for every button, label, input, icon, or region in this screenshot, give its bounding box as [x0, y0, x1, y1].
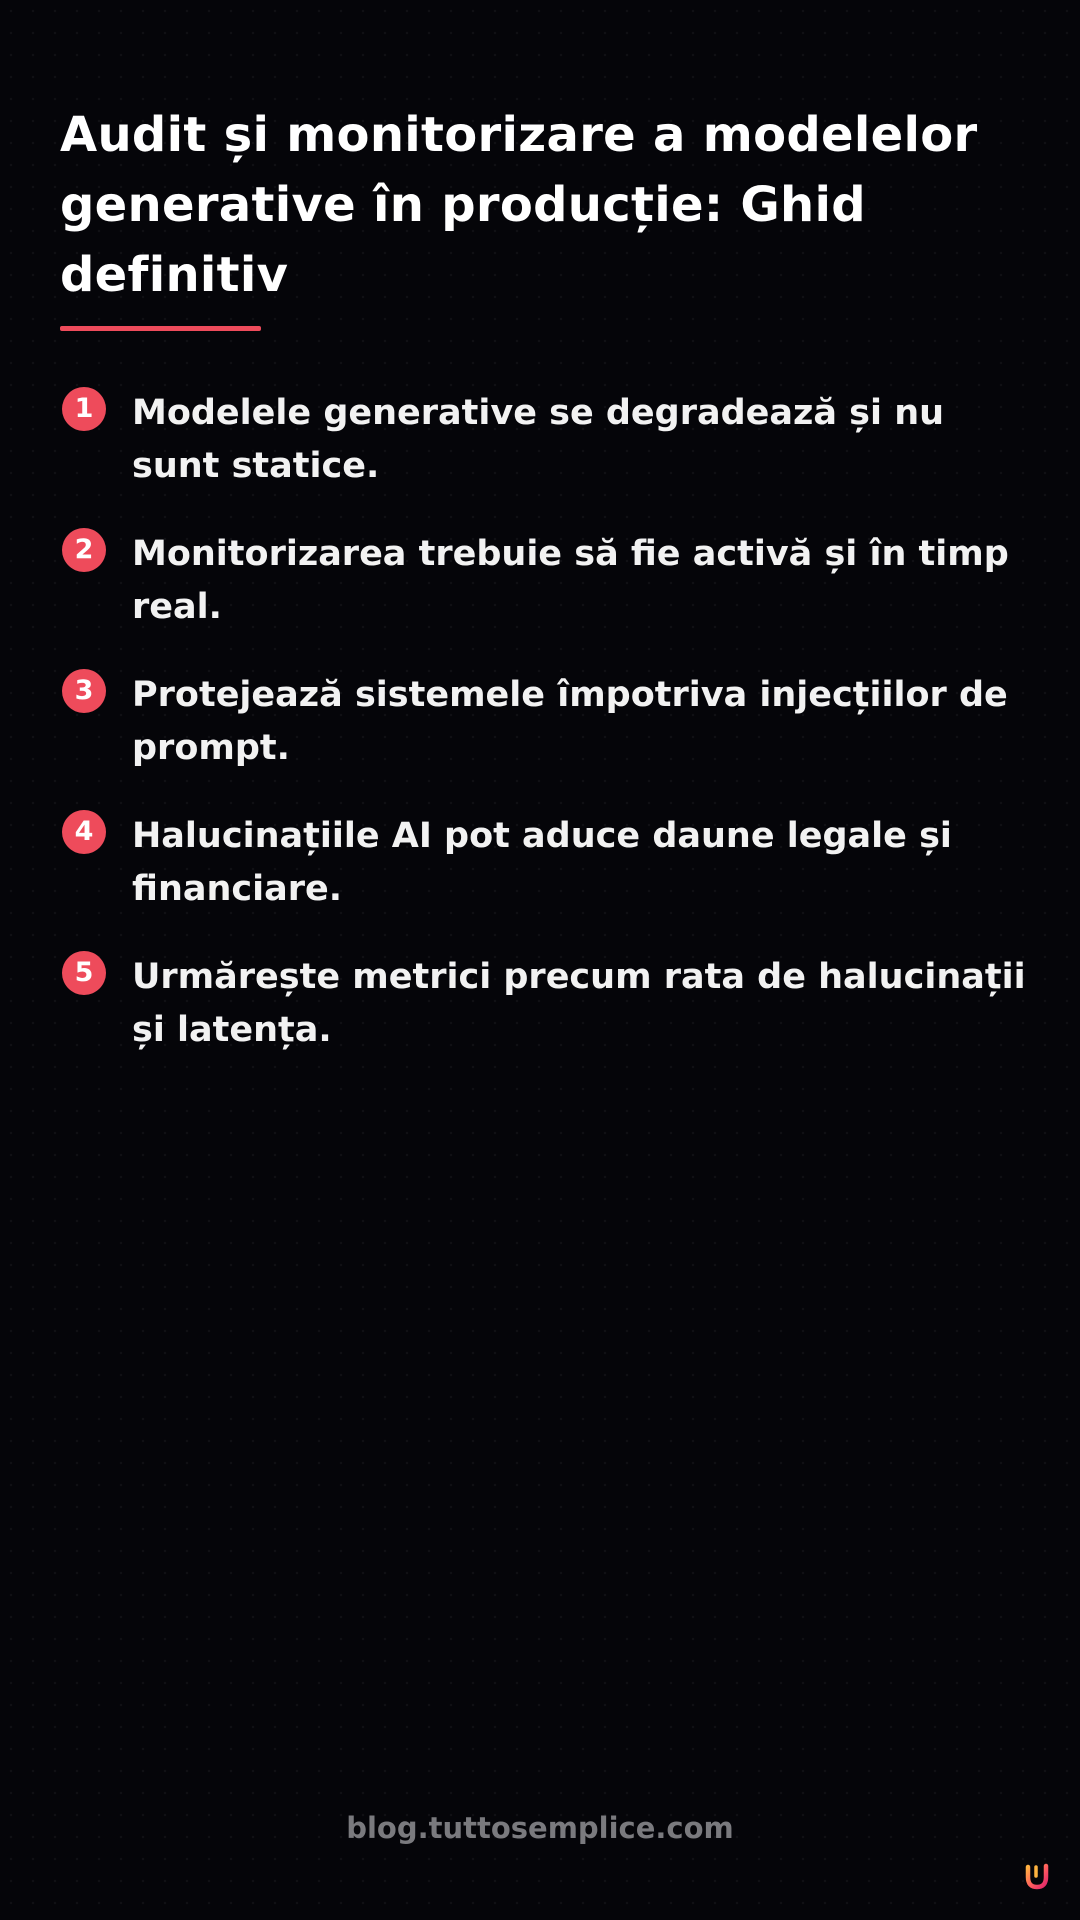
key-points-list [60, 385, 1026, 1090]
footer-url: blog.tuttosemplice.com [346, 1811, 734, 1845]
list-item-text: Modelele generative se degradează și nu sunt statice. [132, 393, 945, 486]
list-item [60, 385, 1020, 526]
title-underline [60, 326, 261, 331]
list-item-text: Halucinațiile AI pot aduce daune legale și financiare. [132, 816, 952, 909]
number-badge: 3 [62, 669, 106, 713]
number-badge: 1 [62, 387, 106, 431]
brand-logo-icon [1024, 1862, 1050, 1890]
number-badge: 2 [62, 528, 106, 572]
number-badge: 5 [62, 951, 106, 995]
list-item-text: Urmărește metrici precum rata de halucinații și latența. [132, 957, 1026, 1050]
list-item-text: Monitorizarea trebuie să fie activă și în timp real. [132, 534, 1009, 627]
list-item [60, 526, 1020, 667]
list-item [60, 808, 1020, 949]
number-badge: 4 [62, 810, 106, 854]
page-title: Audit și monitorizare a modelelor generative în producție: Ghid definitiv [60, 107, 978, 303]
list-item-text: Protejează sistemele împotriva injecțiilor de prompt. [132, 675, 1008, 768]
list-item [60, 667, 1020, 808]
list-item [60, 949, 1026, 1090]
